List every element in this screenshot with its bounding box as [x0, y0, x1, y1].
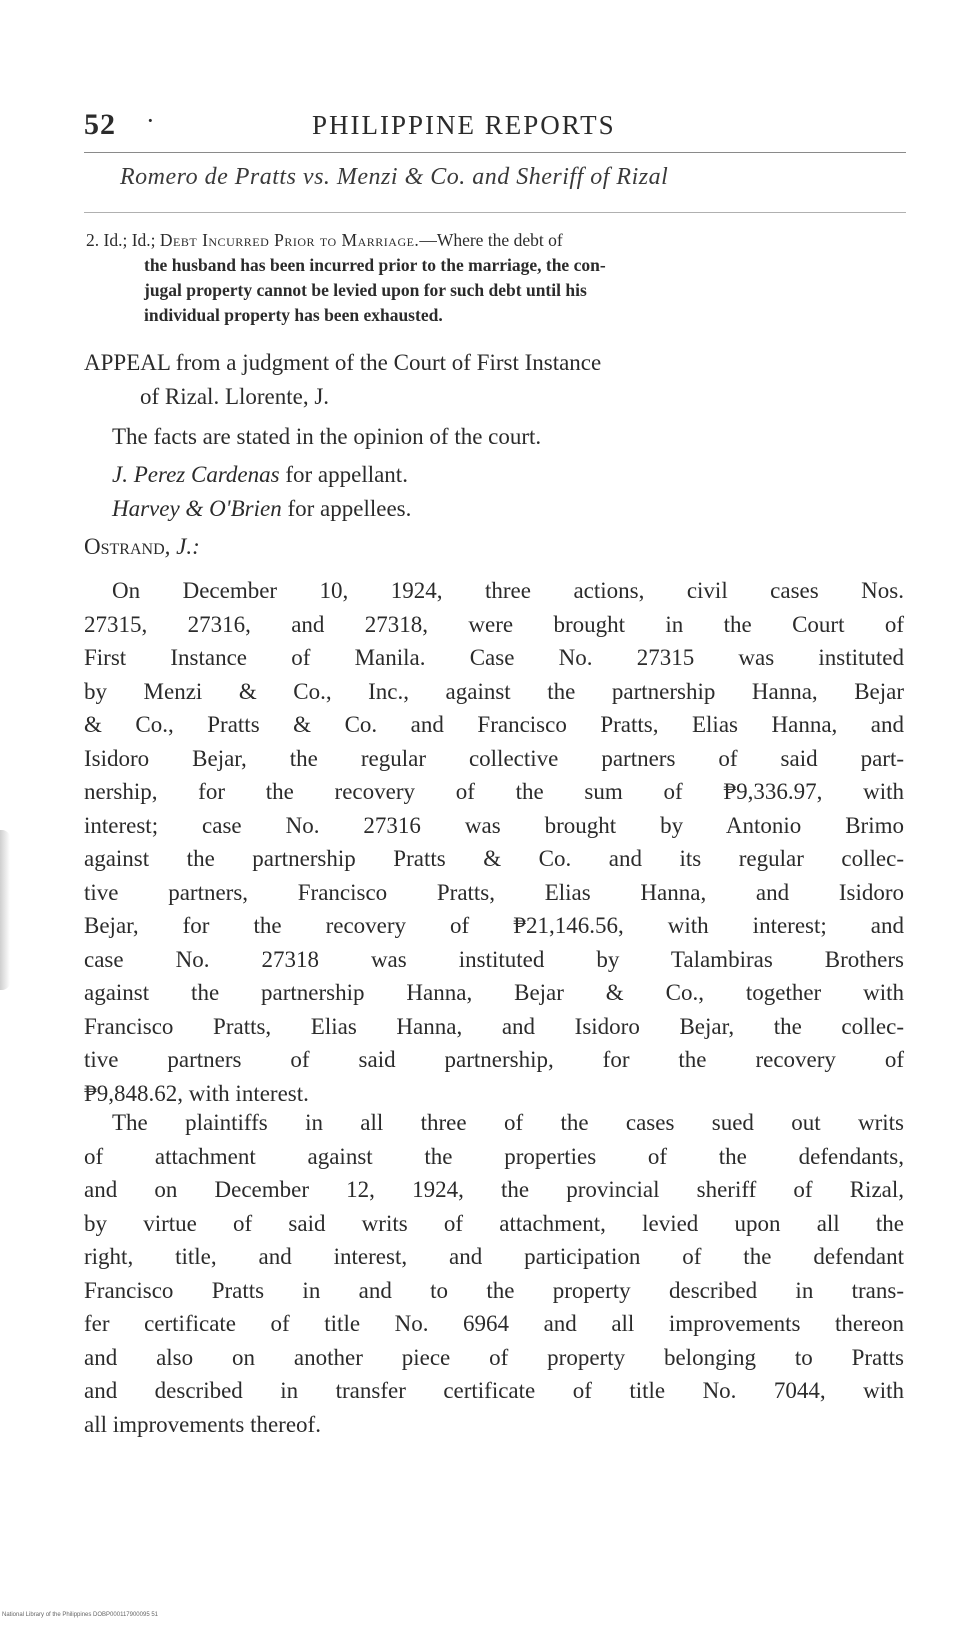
opinion-line: and on December 12, 1924, the provincial sheriff of Rizal,	[84, 1177, 904, 1202]
opinion-line: fer certificate of title No. 6964 and all improvements thereon	[84, 1311, 904, 1336]
binding-shadow	[0, 830, 10, 990]
opinion-paragraph-1	[84, 574, 904, 1110]
opinion-line: Francisco Pratts, Elias Hanna, and Isidoro Bejar, the collec-	[84, 1013, 904, 1039]
opinion-line: of attachment against the properties of the defendants,	[84, 1143, 904, 1169]
syllabus-line: individual property has been exhausted.	[144, 305, 443, 325]
appellees-role: for appellees.	[281, 495, 412, 521]
opinion-line: by Menzi & Co., Inc., against the partnership Hanna, Bejar	[84, 678, 904, 704]
case-title: Romero de Pratts vs. Menzi & Co. and Sheriff of Rizal	[120, 164, 669, 190]
appellees-name: Harvey & O'Brien	[112, 495, 282, 521]
opinion-line: interest; case No. 27316 was brought by Antonio Brimo	[84, 812, 904, 838]
appeal-line: APPEAL from a judgment of the Court of First Instance	[84, 350, 602, 375]
opinion-line: all improvements thereof.	[84, 1411, 321, 1437]
opinion-line: tive partners, Francisco Pratts, Elias Hanna, and Isidoro	[84, 879, 904, 905]
syllabus-line	[86, 228, 906, 253]
opinion-line: & Co., Pratts & Co. and Francisco Pratts, Elias Hanna, and	[84, 712, 904, 737]
opinion-line: Francisco Pratts in and to the property described in trans-	[84, 1277, 904, 1303]
opinion-line: and described in transfer certificate of title No. 7044, with	[84, 1378, 904, 1403]
appellees-counsel	[84, 492, 904, 526]
author-name: Ostrand	[84, 534, 165, 559]
scan-footer: National Library of the Philippines DOBP000117900095 51	[2, 1612, 158, 1618]
opinion-line: case No. 27318 was instituted by Talambiras Brothers	[84, 946, 904, 972]
syllabus-heading: Debt Incurred Prior to Marriage.	[159, 230, 420, 250]
opinion-line: Bejar, for the recovery of ₱21,146.56, with interest; and	[84, 913, 904, 938]
opinion-line: tive partners of said partnership, for the recovery of	[84, 1047, 904, 1072]
author-suffix: , J.:	[164, 534, 200, 559]
header-rule	[84, 152, 906, 153]
opinion-line: First Instance of Manila. Case No. 27315 was instituted	[84, 645, 904, 670]
syllabus-line1-rest: —Where the debt of	[419, 230, 563, 250]
opinion-line: against the partnership Hanna, Bejar & Co., together with	[84, 980, 904, 1005]
opinion-line: against the partnership Pratts & Co. and its regular collec-	[84, 846, 904, 871]
opinion-author	[84, 530, 904, 564]
syllabus-line: jugal property cannot be levied upon for such debt until his	[144, 280, 587, 300]
appellant-role: for appellant.	[279, 462, 408, 487]
opinion-line: right, title, and interest, and participation of the defendant	[84, 1244, 904, 1269]
opinion-line: by virtue of said writs of attachment, levied upon all the	[84, 1210, 904, 1236]
counsel-block	[84, 458, 904, 525]
opinion-line: 27315, 27316, and 27318, were brought in the Court of	[84, 611, 904, 637]
facts-statement	[84, 420, 904, 454]
facts-line: The facts are stated in the opinion of the court.	[112, 424, 542, 449]
opinion-line: The plaintiffs in all three of the cases sued out writs	[112, 1110, 904, 1135]
syllabus-line: the husband has been incurred prior to the marriage, the con-	[144, 255, 606, 275]
syllabus	[86, 228, 906, 328]
opinion-line: ₱9,848.62, with interest.	[84, 1080, 309, 1106]
opinion-line: On December 10, 1924, three actions, civil cases Nos.	[112, 578, 904, 603]
opinion-line: nership, for the recovery of the sum of ₱9,336.97, with	[84, 779, 904, 804]
appeal-statement	[84, 346, 904, 413]
appellant-counsel	[84, 458, 904, 492]
page-number: 52	[84, 108, 116, 141]
header-separator: ·	[146, 106, 155, 135]
author-line	[84, 530, 904, 564]
appellant-name: J. Perez Cardenas	[112, 462, 280, 487]
page-header	[84, 108, 904, 148]
appeal-line: of Rizal. Llorente, J.	[140, 383, 330, 409]
opinion-paragraph-2	[84, 1106, 904, 1441]
syllabus-lead: 2. Id.; Id.;	[86, 230, 160, 250]
case-title-rule	[84, 212, 906, 213]
opinion-line: Isidoro Bejar, the regular collective partners of said part-	[84, 745, 904, 771]
running-title: PHILIPPINE REPORTS	[312, 110, 616, 140]
opinion-line: and also on another piece of property belonging to Pratts	[84, 1344, 904, 1370]
